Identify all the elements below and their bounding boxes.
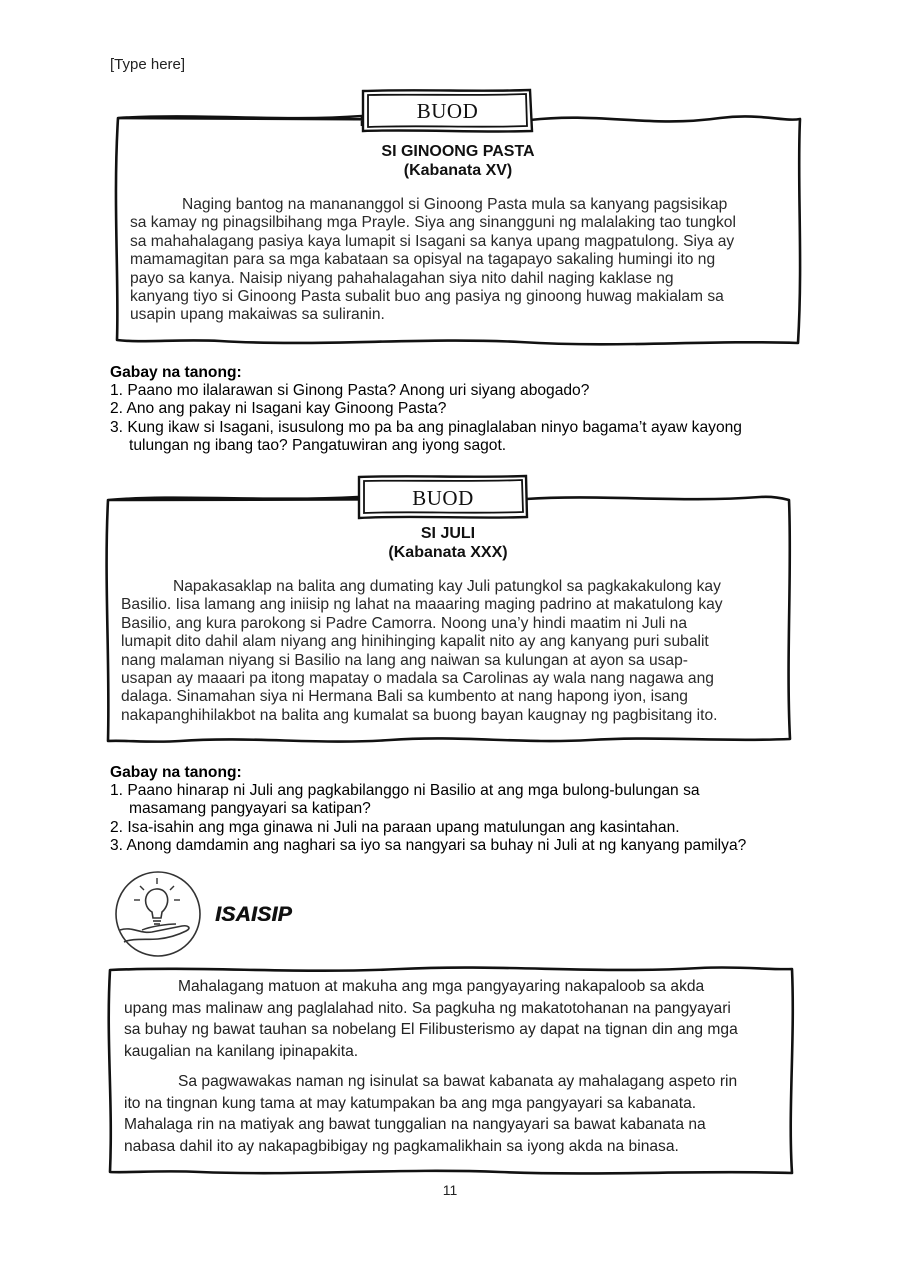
isaisip-paragraph-1 [124, 976, 784, 1062]
box-2-title-name: SI JULI [420, 525, 476, 542]
box-1-title-chapter: (Kabanata XV) [403, 162, 513, 179]
box-2-line: nang malaman niyang si Basilio na lang ang naiwan sa kulungan at ayon sa usap- [121, 651, 688, 669]
box-2-line: nakapanghihilakbot na balita ang kumalat sa buong bayan kaugnay ng pagbisitang ito. [121, 706, 718, 724]
box-2-title-chapter: (Kabanata XXX) [388, 544, 508, 561]
box-2-line: Basilio. Iisa lamang ang iniisip ng lahat na maaaring maging padrino at makatulong kay [121, 596, 723, 614]
box-1-line: payo sa kanya. Naisip niyang pahahalagahan siya nito dahil naging kaklase ng [130, 269, 674, 287]
box-1-line: kanyang tiyo si Ginoong Pasta subalit buo ang pasiya ng ginoong huwag makialam sa [130, 288, 724, 306]
page-number: 11 [442, 1182, 458, 1198]
box-2-line: Napakasaklap na balita ang dumating kay Juli patungkol sa pagkakakulong kay [173, 578, 721, 595]
header-placeholder-text: [Type here] [110, 56, 186, 73]
guide-2-heading: Gabay na tanong: [110, 764, 242, 781]
guide-1-heading: Gabay na tanong: [110, 364, 242, 381]
isaisip-p2-line: nabasa dahil ito ay nakapagbibigay ng pagkamalikhain sa iyong akda na binasa. [124, 1137, 679, 1155]
guide-2-item-2: 2. Isa-isahin ang mga ginawa ni Juli na paraan upang matulungan ang kasintahan. [110, 818, 680, 836]
box-1-line: Naging bantog na manananggol si Ginoong Pasta mula sa kanyang pagsisikap [182, 196, 728, 213]
box-1-line: usapin upang makaiwas sa suliranin. [130, 306, 385, 324]
isaisip-p2-line: ito na tingnan kung tama at may katumpakan ba ang mga pangyayari sa kabanata. [124, 1094, 697, 1112]
box-1-line: sa kamay ng pinagsilbihang mga Prayle. Siya ang sinangguni ng malalaking tao tungkol [130, 214, 736, 232]
guide-2-item-1: 1. Paano hinarap ni Juli ang pagkabilanggo ni Basilio at ang mga bulong-bulungan sa masamang pangyayari sa katipan? [110, 782, 700, 818]
isaisip-p1-line: kaugalian na kanilang ipinapakita. [124, 1042, 359, 1060]
isaisip-title: ISAISIP [215, 903, 292, 926]
box-1-tab-label: BUOD [416, 99, 479, 123]
isaisip-paragraph-2 [124, 1071, 784, 1157]
isaisip-p1-line: Mahalagang matuon at makuha ang mga pangyayaring nakapaloob sa akda [178, 978, 705, 995]
box-1-line: mamamagitan para sa mga kabataan sa opisyal na tagapayo sakaling humingi ito ng [130, 251, 716, 269]
box-2-line: dalaga. Sinamahan siya ni Hermana Bali sa kumbento at nang hapong iyon, isang [121, 688, 688, 706]
guide-1-item-3: 3. Kung ikaw si Isagani, isusulong mo pa ba ang pinaglalaban ninyo bagama’t ayaw kayong tulungan ng ibang tao? Pangatuwiran ang iyong sagot. [110, 418, 742, 455]
guide-1-item-2: 2. Ano ang pakay ni Isagani kay Ginoong Pasta? [110, 400, 447, 418]
guide-2-item-3: 3. Anong damdamin ang naghari sa iyo sa nangyari sa buhay ni Juli at ng kanyang pamilya? [110, 837, 747, 855]
box-1-line: sa mahahalagang pasiya kaya lumapit si Isagani sa kanya upang magpatulong. Siya ay [130, 232, 735, 250]
isaisip-p1-line: upang mas malinaw ang paglalahad nito. Sa pagkuha ng makatotohanan na pangyayari [124, 999, 731, 1017]
isaisip-p2-line: Sa pagwawakas naman ng isinulat sa bawat kabanata ay mahalagang aspeto rin [178, 1073, 738, 1090]
isaisip-p2-line: Mahalaga rin na matiyak ang bawat tunggalian na nangyayari sa bawat kabanata na [124, 1116, 706, 1133]
box-2-tab-label: BUOD [412, 486, 474, 510]
box-2-line: Basilio, ang kura parokong si Padre Camorra. Noong una’y hindi maatim ni Juli na [121, 614, 688, 632]
isaisip-p1-line: sa buhay ng bawat tauhan sa nobelang El Filibusterismo ay dapat na tignan din ang mga [124, 1021, 738, 1038]
box-2-line: usapan ay maaari pa itong mapatay o madala sa Carolinas ay wala nang nagawa ang [121, 670, 714, 688]
box-2-line: lumapit dito dahil alam niyang ang hinihinging kapalit nito ay ang kanyang puri subalit [121, 633, 709, 651]
box-1-title-name: SI GINOONG PASTA [381, 143, 535, 160]
guide-1-item-1: 1. Paano mo ilalarawan si Ginong Pasta? Anong uri siyang abogado? [110, 382, 590, 399]
